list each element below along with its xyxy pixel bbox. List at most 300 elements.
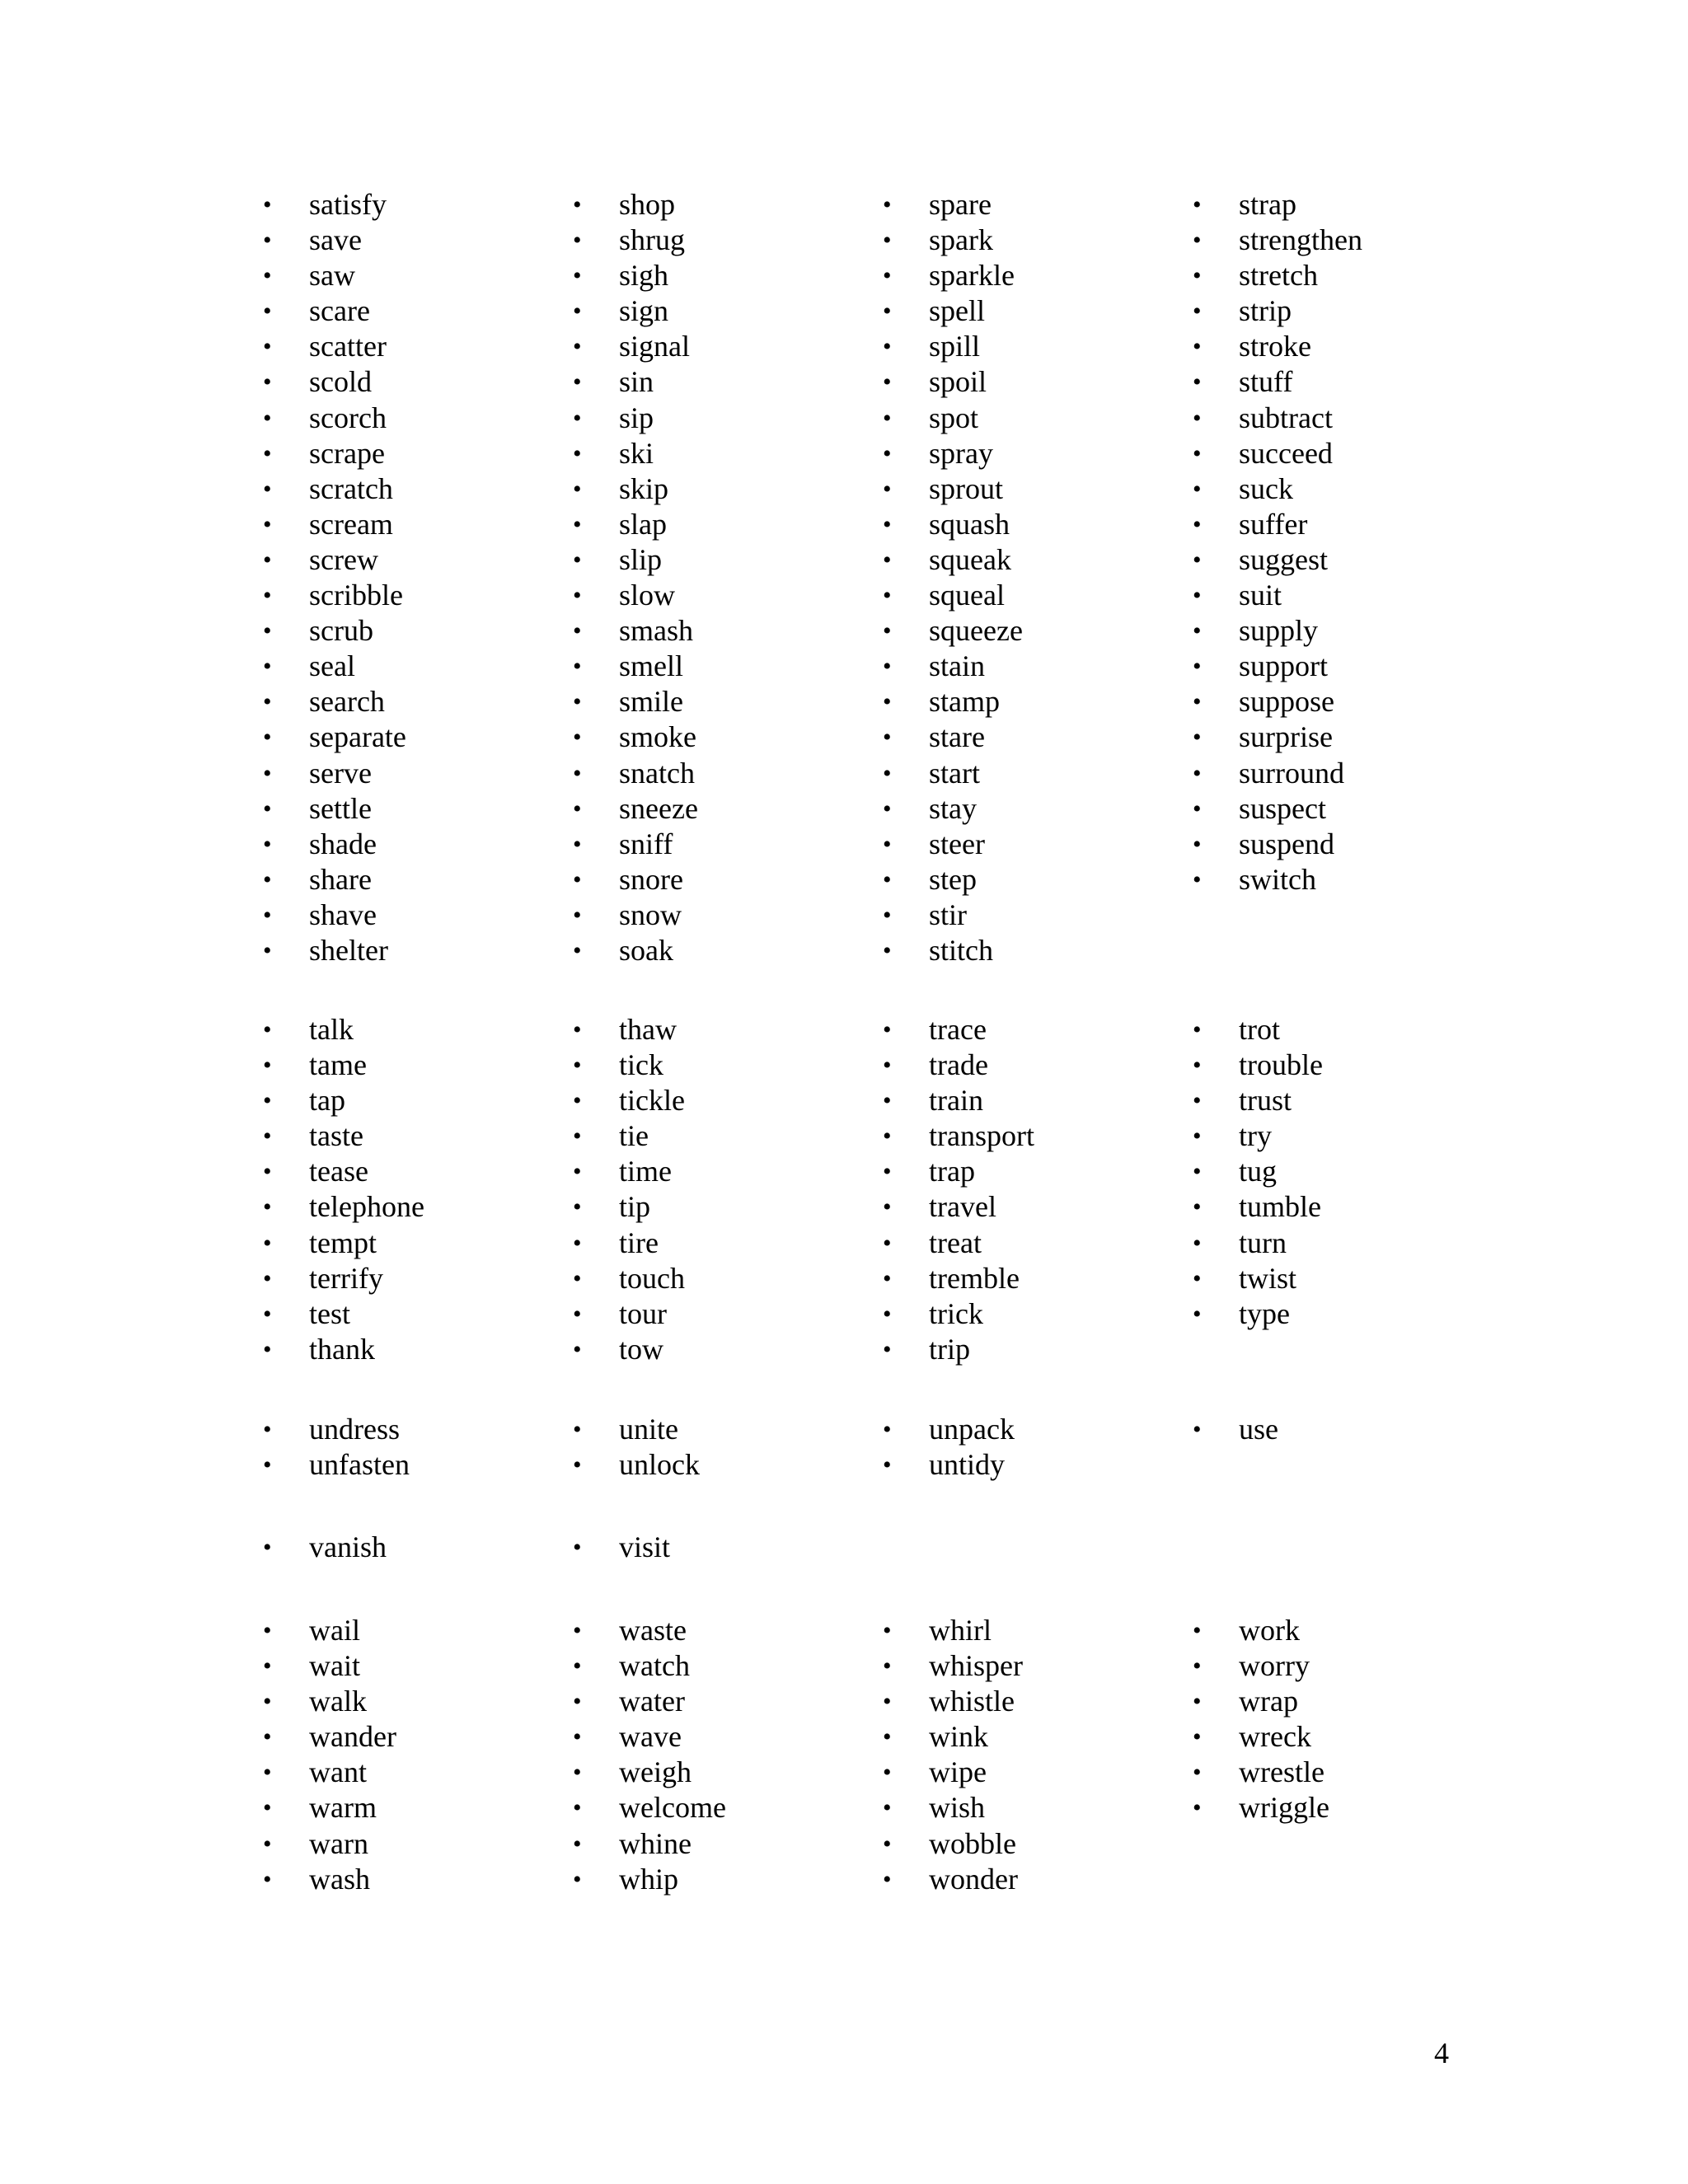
list-item xyxy=(1181,684,1491,719)
word-text: tame xyxy=(309,1048,367,1082)
word-text: seal xyxy=(309,649,355,683)
list-item xyxy=(251,1189,561,1225)
list-item xyxy=(561,1447,871,1483)
list-item xyxy=(251,827,561,862)
list-item xyxy=(561,223,871,258)
word-column-4 xyxy=(1181,1613,1491,1826)
list-item xyxy=(561,364,871,400)
list-item xyxy=(251,1862,561,1897)
list-item xyxy=(251,1790,561,1825)
bullet-icon: • xyxy=(883,1264,892,1292)
list-item xyxy=(871,1012,1181,1047)
bullet-icon: • xyxy=(263,298,272,326)
bullet-icon: • xyxy=(1193,1087,1202,1115)
list-item xyxy=(251,1755,561,1790)
list-item xyxy=(561,258,871,293)
word-text: thaw xyxy=(619,1013,677,1046)
word-text: scrape xyxy=(309,436,385,470)
word-text: tempt xyxy=(309,1226,377,1259)
list-item xyxy=(1181,293,1491,329)
list-item xyxy=(1181,1412,1491,1447)
word-text: unfasten xyxy=(309,1448,410,1482)
bullet-icon: • xyxy=(883,1688,892,1716)
word-text: wander xyxy=(309,1720,396,1754)
bullet-icon: • xyxy=(263,653,272,681)
bullet-icon: • xyxy=(1193,404,1202,432)
bullet-icon: • xyxy=(883,1016,892,1043)
word-text: work xyxy=(1239,1614,1300,1647)
list-item xyxy=(561,1012,871,1047)
bullet-icon: • xyxy=(883,1830,892,1858)
word-text: wreck xyxy=(1239,1720,1311,1754)
word-text: water xyxy=(619,1685,685,1718)
list-item xyxy=(1181,187,1491,223)
bullet-icon: • xyxy=(1193,653,1202,681)
list-item xyxy=(561,719,871,755)
word-text: stuff xyxy=(1239,365,1293,399)
bullet-icon: • xyxy=(263,510,272,538)
list-item xyxy=(561,471,871,507)
list-item xyxy=(251,293,561,329)
bullet-icon: • xyxy=(573,1759,582,1787)
bullet-icon: • xyxy=(1193,475,1202,503)
word-text: spell xyxy=(929,294,985,328)
list-item xyxy=(251,1447,561,1483)
list-item xyxy=(251,258,561,293)
word-text: stamp xyxy=(929,685,1000,719)
bullet-icon: • xyxy=(883,1193,892,1221)
word-text: wriggle xyxy=(1239,1791,1329,1825)
bullet-icon: • xyxy=(1193,865,1202,893)
word-text: tremble xyxy=(929,1261,1020,1295)
bullet-icon: • xyxy=(263,1723,272,1751)
list-item xyxy=(871,1226,1181,1261)
list-item xyxy=(871,258,1181,293)
word-text: steer xyxy=(929,827,985,860)
bullet-icon: • xyxy=(883,1617,892,1644)
list-item xyxy=(871,1790,1181,1825)
list-item xyxy=(1181,1790,1491,1825)
bullet-icon: • xyxy=(573,936,582,964)
bullet-icon: • xyxy=(883,439,892,467)
word-text: shop xyxy=(619,188,676,221)
word-text: treat xyxy=(929,1226,982,1259)
list-item xyxy=(871,471,1181,507)
word-text: strengthen xyxy=(1239,223,1362,257)
bullet-icon: • xyxy=(1193,510,1202,538)
list-item xyxy=(251,329,561,364)
list-item xyxy=(561,1648,871,1684)
word-text: tour xyxy=(619,1296,667,1330)
list-item xyxy=(561,1613,871,1648)
word-text: stir xyxy=(929,898,968,931)
list-item xyxy=(1181,1118,1491,1154)
list-item xyxy=(871,187,1181,223)
word-text: sigh xyxy=(619,259,669,293)
word-text: terrify xyxy=(309,1261,383,1295)
list-item xyxy=(871,1684,1181,1719)
bullet-icon: • xyxy=(573,1300,582,1328)
bullet-icon: • xyxy=(573,333,582,361)
word-text: taste xyxy=(309,1119,363,1153)
list-item xyxy=(871,719,1181,755)
bullet-icon: • xyxy=(573,227,582,255)
word-text: untidy xyxy=(929,1448,1006,1482)
bullet-icon: • xyxy=(573,1617,582,1644)
bullet-icon: • xyxy=(573,510,582,538)
bullet-icon: • xyxy=(573,653,582,681)
bullet-icon: • xyxy=(1193,582,1202,610)
bullet-icon: • xyxy=(883,617,892,645)
word-text: train xyxy=(929,1084,983,1118)
bullet-icon: • xyxy=(263,1335,272,1363)
word-text: spray xyxy=(929,436,993,470)
bullet-icon: • xyxy=(573,1794,582,1822)
bullet-icon: • xyxy=(263,1451,272,1479)
word-text: separate xyxy=(309,720,406,754)
word-text: suit xyxy=(1239,579,1282,612)
bullet-icon: • xyxy=(1193,191,1202,218)
word-text: trip xyxy=(929,1332,970,1366)
bullet-icon: • xyxy=(883,191,892,218)
bullet-icon: • xyxy=(1193,759,1202,787)
word-column-2 xyxy=(561,187,871,968)
list-item xyxy=(871,1047,1181,1083)
list-item xyxy=(251,791,561,827)
word-text: time xyxy=(619,1155,672,1188)
list-item xyxy=(1181,1226,1491,1261)
list-item xyxy=(251,719,561,755)
word-text: scold xyxy=(309,365,372,399)
bullet-icon: • xyxy=(883,901,892,929)
word-text: trade xyxy=(929,1048,988,1082)
word-text: spare xyxy=(929,188,992,221)
word-text: transport xyxy=(929,1119,1034,1153)
list-item xyxy=(561,1412,871,1447)
list-item xyxy=(561,1226,871,1261)
word-text: talk xyxy=(309,1013,354,1046)
bullet-icon: • xyxy=(573,1016,582,1043)
bullet-icon: • xyxy=(573,1723,582,1751)
list-item xyxy=(251,1118,561,1154)
word-text: tip xyxy=(619,1190,651,1224)
word-text: wash xyxy=(309,1862,370,1896)
bullet-icon: • xyxy=(263,794,272,823)
bullet-icon: • xyxy=(883,653,892,681)
bullet-icon: • xyxy=(1193,227,1202,255)
word-column-3 xyxy=(871,1012,1181,1367)
bullet-icon: • xyxy=(883,688,892,716)
list-item xyxy=(561,862,871,898)
bullet-icon: • xyxy=(1193,724,1202,752)
bullet-icon: • xyxy=(263,1087,272,1115)
bullet-icon: • xyxy=(263,1617,272,1644)
list-item xyxy=(871,578,1181,613)
bullet-icon: • xyxy=(883,1865,892,1893)
word-text: smell xyxy=(619,649,683,683)
list-item xyxy=(561,1083,871,1118)
bullet-icon: • xyxy=(573,1052,582,1080)
list-item xyxy=(871,329,1181,364)
bullet-icon: • xyxy=(263,227,272,255)
bullet-icon: • xyxy=(573,262,582,290)
word-text: suffer xyxy=(1239,507,1308,541)
bullet-icon: • xyxy=(263,546,272,574)
list-item xyxy=(251,1826,561,1862)
word-text: waste xyxy=(619,1614,687,1647)
bullet-icon: • xyxy=(1193,262,1202,290)
word-text: suppose xyxy=(1239,685,1334,719)
word-text: wave xyxy=(619,1720,682,1754)
list-item xyxy=(561,649,871,684)
list-item xyxy=(561,507,871,542)
list-item xyxy=(561,933,871,968)
list-item xyxy=(251,401,561,436)
list-item xyxy=(1181,1154,1491,1189)
word-text: touch xyxy=(619,1261,685,1295)
list-item xyxy=(871,791,1181,827)
bullet-icon: • xyxy=(883,1335,892,1363)
word-column-2 xyxy=(561,1530,871,1565)
word-text: telephone xyxy=(309,1190,424,1224)
list-item xyxy=(871,613,1181,649)
word-text: wrap xyxy=(1239,1685,1298,1718)
bullet-icon: • xyxy=(573,901,582,929)
word-text: stroke xyxy=(1239,330,1311,363)
list-item xyxy=(251,1296,561,1332)
word-text: scribble xyxy=(309,579,403,612)
bullet-icon: • xyxy=(263,1300,272,1328)
list-item xyxy=(251,1648,561,1684)
bullet-icon: • xyxy=(573,1652,582,1680)
word-text: screw xyxy=(309,542,378,576)
word-text: sign xyxy=(619,294,669,328)
word-text: squeak xyxy=(929,542,1011,576)
bullet-icon: • xyxy=(1193,1617,1202,1644)
list-item xyxy=(251,542,561,578)
word-text: shave xyxy=(309,898,377,931)
list-item xyxy=(251,1684,561,1719)
list-item xyxy=(1181,258,1491,293)
word-text: type xyxy=(1239,1296,1290,1330)
word-text: sneeze xyxy=(619,791,698,825)
word-text: welcome xyxy=(619,1791,726,1825)
list-item xyxy=(871,1083,1181,1118)
bullet-icon: • xyxy=(1193,1229,1202,1257)
list-item xyxy=(1181,1296,1491,1332)
bullet-icon: • xyxy=(263,1193,272,1221)
list-item xyxy=(871,1412,1181,1447)
word-text: warn xyxy=(309,1826,368,1860)
list-item xyxy=(871,507,1181,542)
word-text: sparkle xyxy=(929,259,1015,293)
word-text: whistle xyxy=(929,1685,1015,1718)
bullet-icon: • xyxy=(263,1229,272,1257)
bullet-icon: • xyxy=(573,1087,582,1115)
word-text: scatter xyxy=(309,330,387,363)
list-item xyxy=(251,933,561,968)
word-text: walk xyxy=(309,1685,367,1718)
bullet-icon: • xyxy=(573,368,582,396)
list-item xyxy=(1181,1189,1491,1225)
bullet-icon: • xyxy=(1193,1688,1202,1716)
word-text: trap xyxy=(929,1155,975,1188)
list-item xyxy=(561,898,871,933)
list-item xyxy=(561,187,871,223)
bullet-icon: • xyxy=(573,191,582,218)
word-text: skip xyxy=(619,471,669,505)
bullet-icon: • xyxy=(883,1052,892,1080)
bullet-icon: • xyxy=(263,936,272,964)
bullet-icon: • xyxy=(883,865,892,893)
bullet-icon: • xyxy=(573,475,582,503)
bullet-icon: • xyxy=(883,475,892,503)
list-item xyxy=(561,791,871,827)
word-text: strap xyxy=(1239,188,1296,221)
word-text: trace xyxy=(929,1013,987,1046)
bullet-icon: • xyxy=(573,546,582,574)
bullet-icon: • xyxy=(883,1794,892,1822)
word-text: sniff xyxy=(619,827,673,860)
bullet-icon: • xyxy=(883,759,892,787)
list-item xyxy=(561,542,871,578)
list-item xyxy=(871,1189,1181,1225)
bullet-icon: • xyxy=(883,333,892,361)
word-text: switch xyxy=(1239,862,1316,896)
word-text: trick xyxy=(929,1296,983,1330)
bullet-icon: • xyxy=(573,1264,582,1292)
bullet-icon: • xyxy=(263,1122,272,1151)
word-text: shade xyxy=(309,827,377,860)
bullet-icon: • xyxy=(263,1759,272,1787)
list-item xyxy=(871,1862,1181,1897)
list-item xyxy=(871,1719,1181,1755)
bullet-icon: • xyxy=(883,794,892,823)
word-text: wonder xyxy=(929,1862,1018,1896)
bullet-icon: • xyxy=(263,1052,272,1080)
word-text: tickle xyxy=(619,1084,685,1118)
list-item xyxy=(1181,471,1491,507)
bullet-icon: • xyxy=(263,901,272,929)
list-item xyxy=(871,1332,1181,1367)
list-item xyxy=(251,1412,561,1447)
bullet-icon: • xyxy=(573,1688,582,1716)
bullet-icon: • xyxy=(1193,439,1202,467)
word-text: settle xyxy=(309,791,372,825)
word-text: succeed xyxy=(1239,436,1333,470)
bullet-icon: • xyxy=(883,1300,892,1328)
bullet-icon: • xyxy=(883,1451,892,1479)
bullet-icon: • xyxy=(883,510,892,538)
word-text: smash xyxy=(619,614,693,648)
word-text: tire xyxy=(619,1226,659,1259)
bullet-icon: • xyxy=(1193,1723,1202,1751)
list-item xyxy=(1181,1047,1491,1083)
word-text: use xyxy=(1239,1413,1278,1446)
word-text: squeal xyxy=(929,579,1005,612)
word-text: snore xyxy=(619,862,683,896)
word-text: sin xyxy=(619,365,654,399)
word-column-4 xyxy=(1181,187,1491,898)
word-text: surprise xyxy=(1239,720,1333,754)
list-item xyxy=(1181,542,1491,578)
bullet-icon: • xyxy=(263,191,272,218)
list-item xyxy=(561,1684,871,1719)
word-text: snow xyxy=(619,898,682,931)
list-item xyxy=(561,613,871,649)
bullet-icon: • xyxy=(263,475,272,503)
word-text: scream xyxy=(309,507,393,541)
word-text: undress xyxy=(309,1413,400,1446)
bullet-icon: • xyxy=(573,582,582,610)
word-text: sprout xyxy=(929,471,1003,505)
bullet-icon: • xyxy=(883,1158,892,1186)
word-text: want xyxy=(309,1755,367,1789)
bullet-icon: • xyxy=(883,546,892,574)
word-text: slow xyxy=(619,579,676,612)
bullet-icon: • xyxy=(883,1122,892,1151)
word-column-1 xyxy=(251,1530,561,1565)
list-item xyxy=(561,756,871,791)
bullet-icon: • xyxy=(263,1158,272,1186)
bullet-icon: • xyxy=(573,298,582,326)
list-item xyxy=(1181,719,1491,755)
page-number: 4 xyxy=(1434,2036,1449,2069)
word-text: stain xyxy=(929,649,985,683)
bullet-icon: • xyxy=(1193,333,1202,361)
list-item xyxy=(561,401,871,436)
list-item xyxy=(251,364,561,400)
list-item xyxy=(871,1154,1181,1189)
word-text: unpack xyxy=(929,1413,1015,1446)
word-text: tease xyxy=(309,1155,368,1188)
word-text: tap xyxy=(309,1084,345,1118)
word-text: ski xyxy=(619,436,654,470)
bullet-icon: • xyxy=(883,1652,892,1680)
word-text: subtract xyxy=(1239,401,1333,434)
list-item xyxy=(871,1755,1181,1790)
bullet-icon: • xyxy=(1193,1122,1202,1151)
word-text: sip xyxy=(619,401,654,434)
list-item xyxy=(251,1719,561,1755)
word-text: stretch xyxy=(1239,259,1318,293)
list-item xyxy=(561,578,871,613)
word-text: whirl xyxy=(929,1614,992,1647)
list-item xyxy=(251,578,561,613)
list-item xyxy=(871,364,1181,400)
word-text: tick xyxy=(619,1048,663,1082)
list-item xyxy=(1181,401,1491,436)
bullet-icon: • xyxy=(263,617,272,645)
bullet-icon: • xyxy=(1193,830,1202,858)
bullet-icon: • xyxy=(1193,1794,1202,1822)
bullet-icon: • xyxy=(883,298,892,326)
list-item xyxy=(1181,756,1491,791)
word-text: watch xyxy=(619,1649,690,1683)
list-item xyxy=(1181,649,1491,684)
bullet-icon: • xyxy=(573,404,582,432)
list-item xyxy=(1181,1684,1491,1719)
list-item xyxy=(1181,1261,1491,1296)
list-item xyxy=(251,1261,561,1296)
bullet-icon: • xyxy=(573,1534,582,1561)
bullet-icon: • xyxy=(1193,546,1202,574)
bullet-icon: • xyxy=(263,1688,272,1716)
word-text: scrub xyxy=(309,614,373,648)
word-column-3 xyxy=(871,1613,1181,1897)
list-item xyxy=(871,933,1181,968)
list-item xyxy=(561,329,871,364)
